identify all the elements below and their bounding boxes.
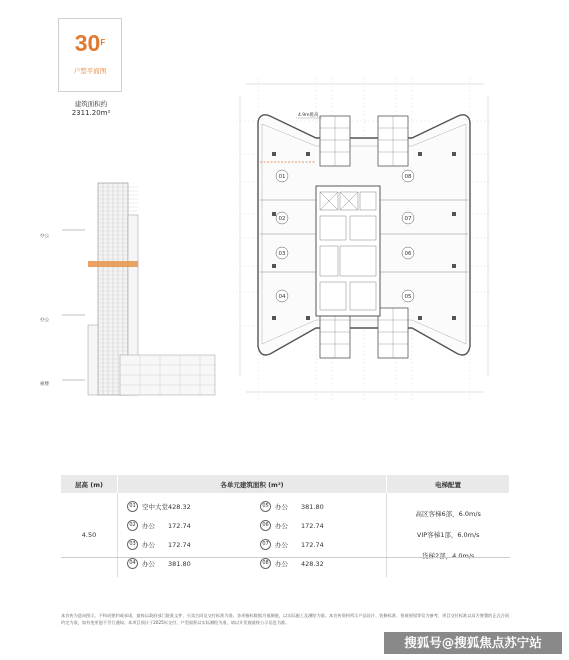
unit-03 — [276, 247, 288, 259]
stair-label: 4.9m挑高 — [298, 113, 319, 118]
elevator-line: 货梯2部，4.0m/s — [422, 551, 475, 560]
unit-row-03: 03 办公 172.74 — [127, 535, 252, 554]
svg-text:03: 03 — [278, 251, 286, 257]
svg-text:06: 06 — [404, 251, 412, 257]
units-left — [119, 497, 252, 573]
unit-08 — [402, 170, 414, 182]
svg-text:04: 04 — [278, 294, 286, 300]
spec-table — [61, 475, 510, 577]
unit-02 — [276, 212, 288, 224]
unit-row-02: 02 办公 172.74 — [127, 516, 252, 535]
watermark: 搜狐号@搜狐焦点苏宁站 — [384, 632, 562, 654]
tower-elevation — [40, 175, 220, 405]
svg-text:01: 01 — [278, 174, 286, 180]
unit-04 — [276, 290, 288, 302]
floor-plan — [236, 76, 496, 406]
unit-row-06: 06 办公 172.74 — [260, 516, 385, 535]
svg-text:02: 02 — [278, 216, 286, 222]
footnote: 本宣传为意向图示，不构成要约或承诺，最终以政府部门批准文件、买卖合同及交付标准为准。各项指标数据为预测值，以实际施工及测绘为准。本宣传资料所示产品设计、装修标准、景观规划等仅为参考，项目交付标准以双方签署的正式合同约定为准，如有变更恕不另行通知。本项目预计于2025年交付，户型面积以实际测绘为准，请以开发商最终公示信息为准。 — [61, 613, 510, 625]
floor-number: $30^F$ — [74, 30, 106, 56]
svg-text:07: 07 — [404, 216, 412, 222]
area-label: 建筑面积约 — [74, 100, 108, 108]
header-elevator: 电梯配置 — [387, 475, 510, 493]
floor-badge — [58, 18, 122, 92]
label-mid: 办公 — [40, 318, 49, 323]
unit-row-08: 08 办公 428.32 — [260, 554, 385, 573]
label-lower: 裙楼 — [40, 382, 49, 387]
label-upper: 办公 — [40, 234, 49, 239]
elevator-line: 高区客梯6部，6.0m/s — [415, 509, 481, 518]
height-value: 4.50 — [61, 493, 118, 577]
unit-row-04: 04 办公 381.80 — [127, 554, 252, 573]
table-bottom-rule — [61, 557, 510, 558]
badge-title: 户型平面图 — [73, 67, 107, 75]
unit-07 — [402, 212, 414, 224]
highlight-floor — [88, 261, 138, 267]
header-area: 各单元建筑面积 (m²) — [118, 475, 387, 493]
unit-row-05: 05 办公 381.80 — [260, 497, 385, 516]
units-right — [252, 497, 385, 573]
header-height: 层高 (m) — [61, 475, 118, 493]
elevator-line: VIP客梯1部，6.0m/s — [416, 530, 480, 539]
unit-06 — [402, 247, 414, 259]
svg-text:08: 08 — [404, 174, 412, 180]
unit-01 — [276, 170, 288, 182]
unit-row-01: 01 空中大堂 428.32 — [127, 497, 252, 516]
unit-row-07: 07 办公 172.74 — [260, 535, 385, 554]
elevator-list — [387, 493, 510, 577]
svg-text:05: 05 — [404, 294, 412, 300]
unit-05 — [402, 290, 414, 302]
area-value: 2311.20m² — [71, 109, 111, 117]
